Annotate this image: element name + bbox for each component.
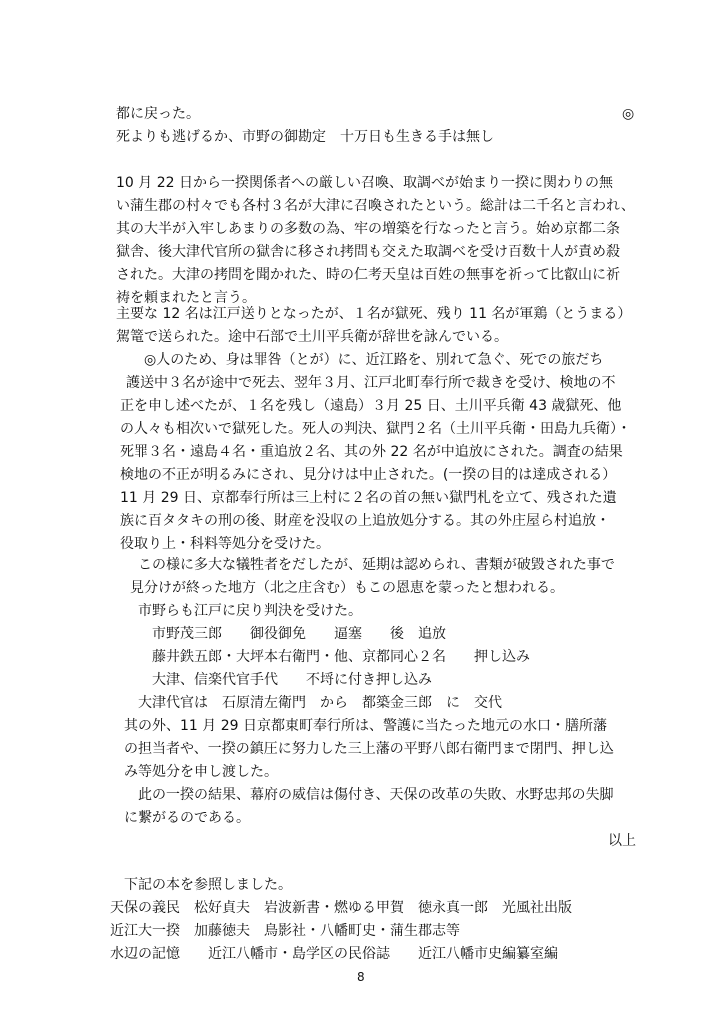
reference-2: 近江大一揆 加藤徳夫 鳥影社・八幡町史・蒲生郡志等 <box>110 923 460 939</box>
references-heading: 下記の本を参照しました。 <box>124 877 292 893</box>
poem-line: 死よりも逃げるか、市野の御勘定 十万日も生きる手は無し <box>116 129 494 145</box>
text-line-27: 其の外、11 月 29 日京都東町奉行所は、警護に当たった地元の水口・膳所藩 <box>124 718 607 734</box>
text-line-19: 役取り上・科料等処分を受けた。 <box>120 536 330 552</box>
text-line-13: 正を申し述べたが、１名を残し（遠島）３月 25 日、土川平兵衛 43 歳獄死、他 <box>120 398 622 414</box>
text-line-31: に繋がるのである。 <box>124 810 250 826</box>
reference-1: 天保の義民 松好貞夫 岩波新書・燃ゆる甲賀 徳永真一郎 光風社出版 <box>110 900 572 916</box>
double-circle-mark: ◎ <box>622 106 635 122</box>
text-line-22: 市野らも江戸に戻り判決を受けた。 <box>138 603 362 619</box>
text-line-16: 検地の不正が明るみにされ、見分けは中止された。(一揆の目的は達成される） <box>120 467 617 483</box>
sentence-line-3: 大津、信楽代官手代 不埒に付き押し込み <box>152 672 432 688</box>
text-line-3: 10 月 22 日から一揆関係者への厳しい召喚、取調べが始まり一揆に関わりの無 <box>116 175 613 191</box>
text-line-21: 見分けが終った地方（北之庄含む）もこの恩恵を蒙ったと想われる。 <box>130 580 564 596</box>
sentence-line-4: 大津代官は 石原清左衛門 から 都築金三郎 に 交代 <box>138 695 502 711</box>
text-line-28: の担当者や、一揆の鎮圧に努力した三上藩の平野八郎右衛門まで閉門、押し込 <box>124 741 614 757</box>
death-poem-line: ◎人のため、身は罪咎（とが）に、近江路を、別れて急ぐ、死での旅だち <box>144 352 604 368</box>
text-line-8: 祷を頼まれたと言う。 <box>116 290 256 306</box>
sentence-line-1: 市野茂三郎 御役御免 逼塞 後 追放 <box>152 626 446 642</box>
text-line-30: 此の一揆の結果、幕府の威信は傷付き、天保の改革の失敗、水野忠邦の失脚 <box>138 787 614 803</box>
text-line-18: 族に百タタキの刑の後、財産を没収の上追放処分する。其の外庄屋ら村追放・ <box>120 513 610 529</box>
text-line-6: 獄舎、後大津代官所の獄舎に移され拷問も交えた取調べを受け百数十人が責め殺 <box>116 244 620 260</box>
text-line-14: の人々も相次いで獄死した。死人の判決、獄門２名（土川平兵衛・田島九兵衛）・ <box>120 421 631 437</box>
text-line-20: この様に多大な犠牲者をだしたが、延期は認められ、書類が破毀された事で <box>138 557 615 573</box>
text-line-29: み等処分を申し渡した。 <box>124 764 278 780</box>
text-line-17: 11 月 29 日、京都奉行所は三上村に２名の首の無い獄門札を立て、残された遺 <box>120 490 617 506</box>
text-line-5: 其の大半が入牢しあまりの多数の為、牢の増築を行なったと言う。始め京都二条 <box>116 221 620 237</box>
text-line-15: 死罪３名・遠島４名・重追放２名、其の外 22 名が中追放にされた。調査の結果 <box>120 444 623 460</box>
text-line-10: 駕篭で送られた。途中石部で土川平兵衛が辞世を詠んでいる。 <box>116 329 508 345</box>
text-line-12: 護送中３名が途中で死去、翌年３月、江戸北町奉行所で裁きを受け、検地の不 <box>126 375 616 391</box>
closing-text: 以上 <box>608 833 636 849</box>
text-line-7: された。大津の拷問を聞かれた、時の仁考天皇は百姓の無事を祈って比叡山に祈 <box>116 267 620 283</box>
text-line-4: い蒲生郡の村々でも各村３名が大津に召喚されたという。総計は二千名と言われ、 <box>116 198 635 214</box>
sentence-line-2: 藤井鉄五郎・大坪本右衛門・他、京都同心２名 押し込み <box>152 649 530 665</box>
text-line-9: 主要な 12 名は江戸送りとなったが、１名が獄死、残り 11 名が軍鶏（とうまる） <box>116 306 632 322</box>
text-line-1: 都に戻った。 <box>116 106 200 122</box>
page-number: 8 <box>357 970 365 984</box>
reference-3: 水辺の記憶 近江八幡市・島学区の民俗誌 近江八幡市史編纂室編 <box>110 946 558 962</box>
